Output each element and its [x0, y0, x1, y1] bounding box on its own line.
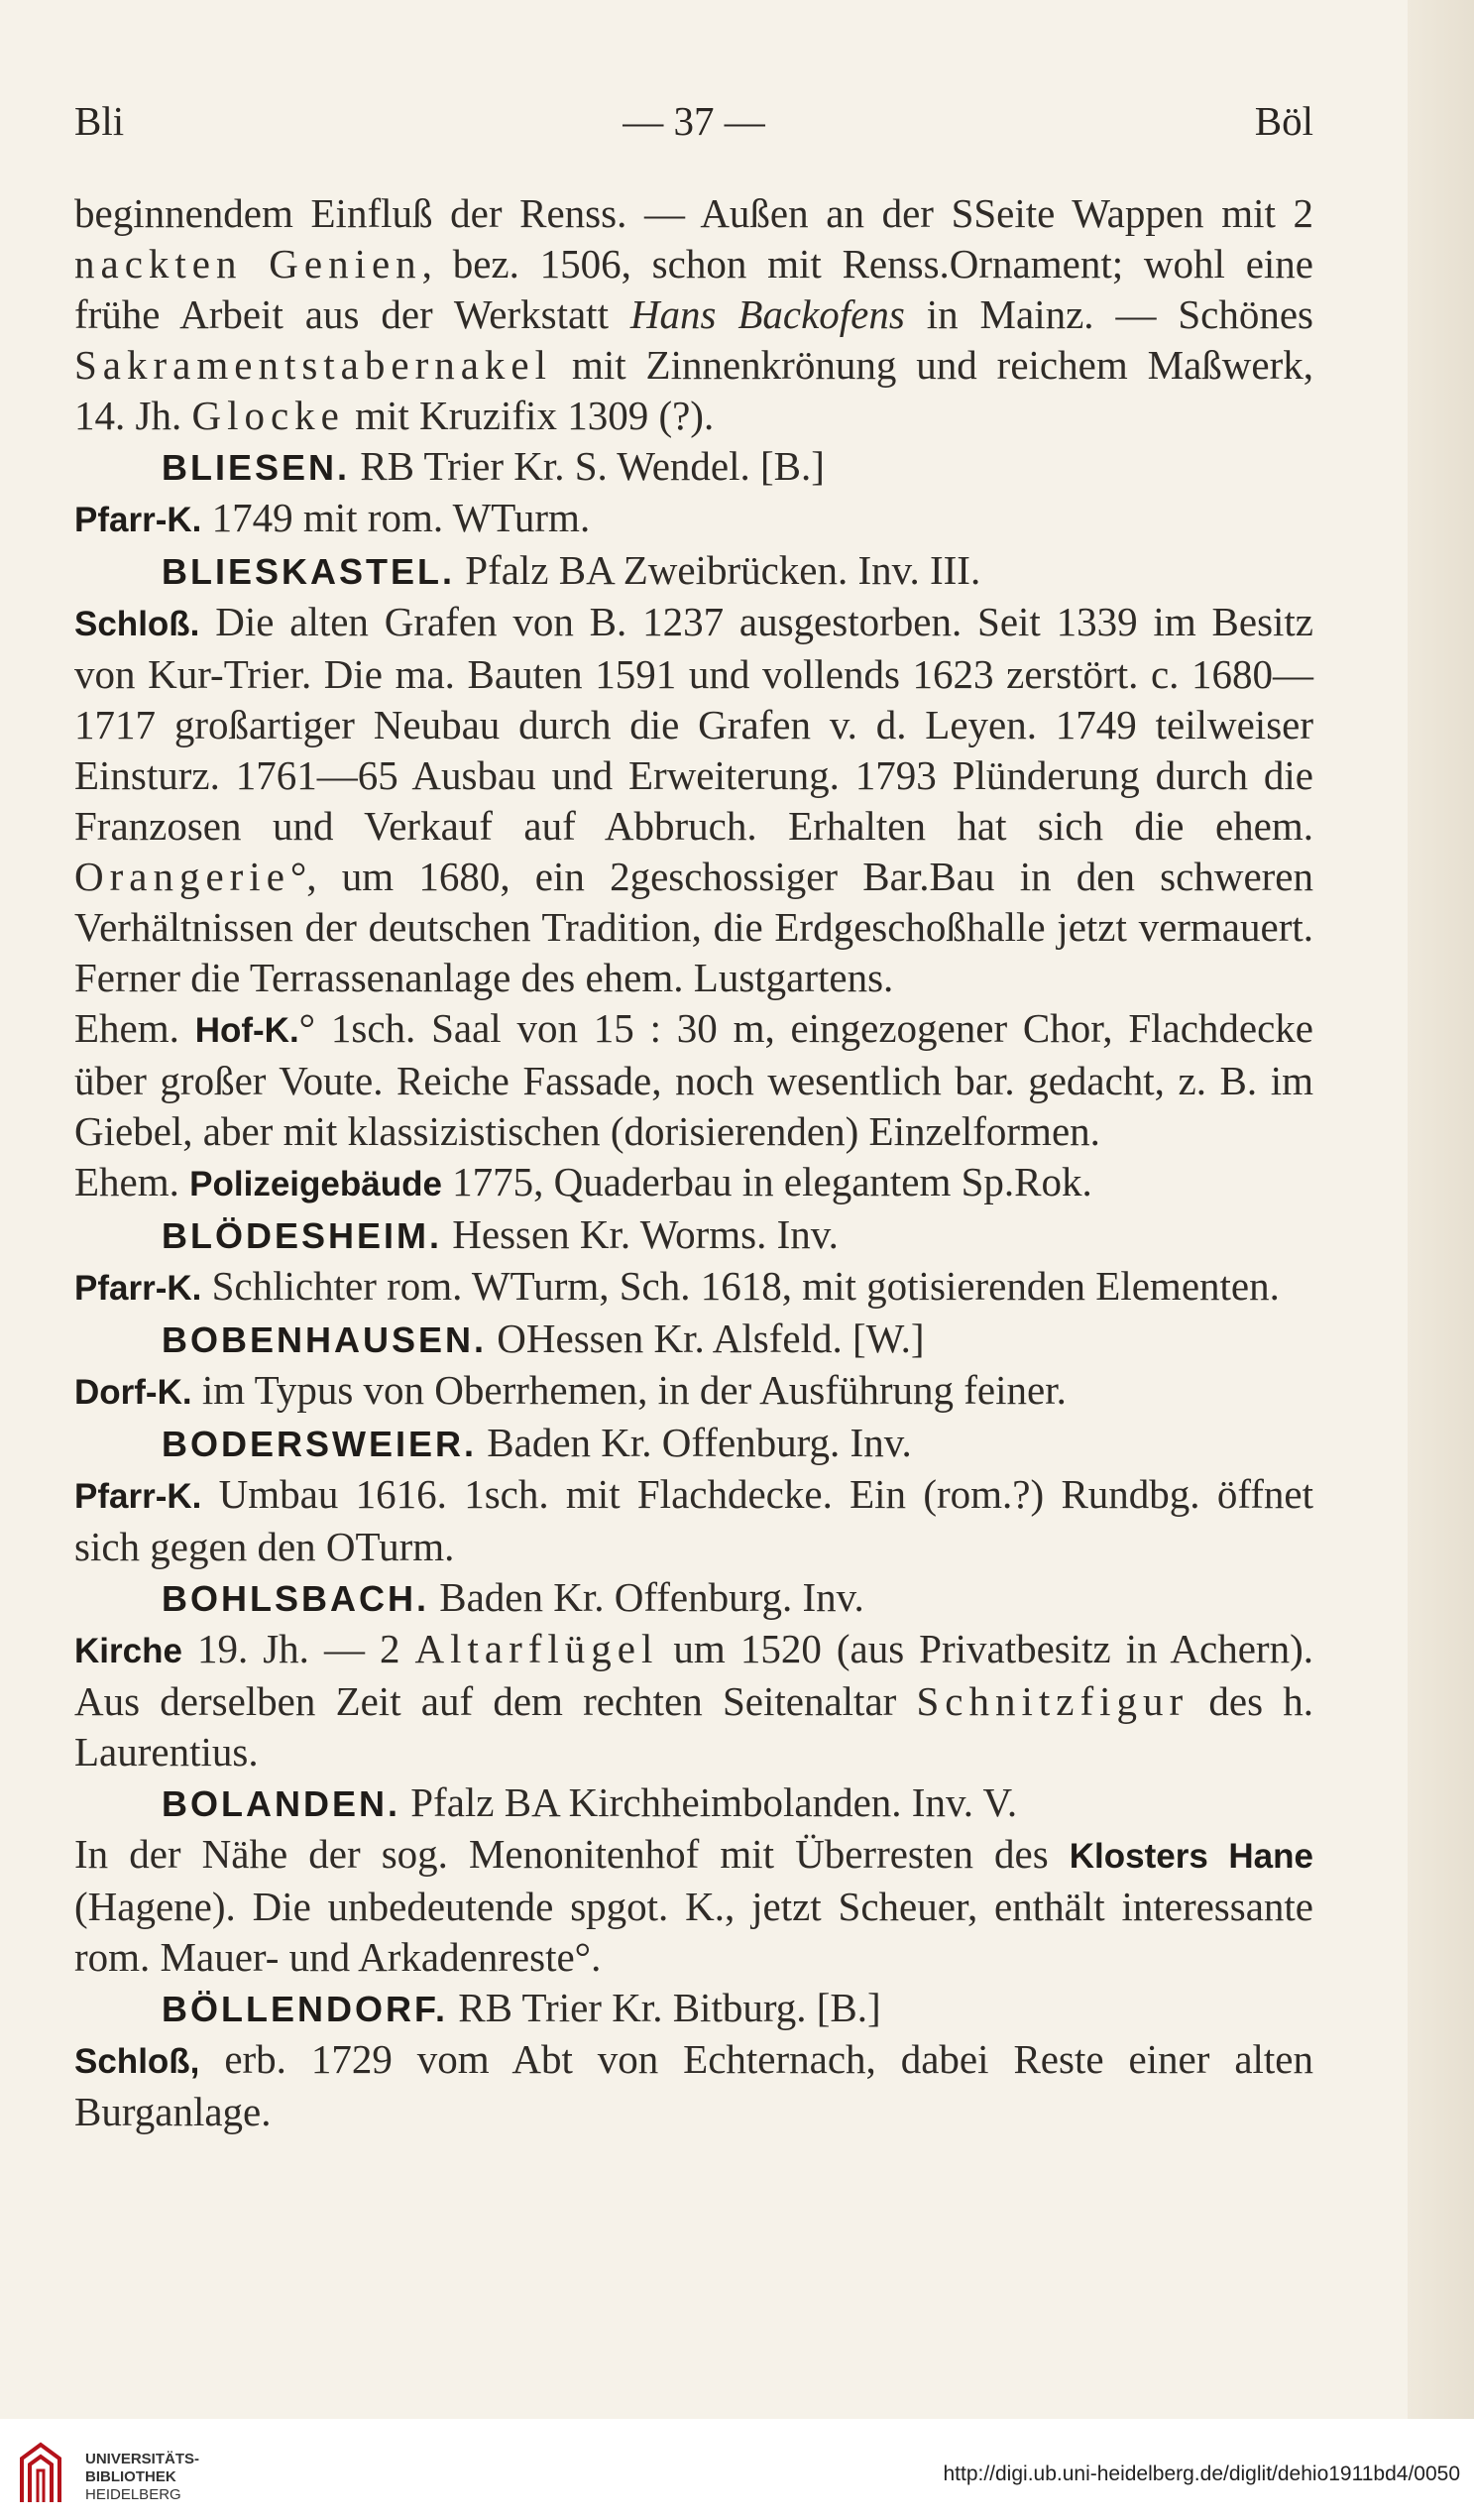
entry-heading-bohlsbach: BOHLSBACH. Baden Kr. Offenburg. Inv.: [162, 1574, 864, 1620]
entry-heading-blieskastel: BLIESKASTEL. Pfalz BA Zweibrücken. Inv. III.: [162, 547, 981, 593]
entry-heading-bliesen: BLIESEN. RB Trier Kr. S. Wendel. [B.]: [162, 443, 825, 489]
facing-page-bleed: [1408, 0, 1474, 2419]
entry-heading-bodersweier: BODERSWEIER. Baden Kr. Offenburg. Inv.: [162, 1420, 912, 1465]
footer-bar: [0, 2419, 1474, 2520]
entry-heading-bobenhausen: BOBENHAUSEN. OHessen Kr. Alsfeld. [W.]: [162, 1316, 925, 1361]
entry-text-blieskastel-polizei: Ehem. Polizeigebäude 1775, Quaderbau in elegantem Sp.Rok.: [74, 1159, 1092, 1204]
library-name-line-3: HEIDELBERG: [85, 2486, 181, 2503]
entry-text-bodersweier: Pfarr-K. Umbau 1616. 1sch. mit Flachdecke. Ein (rom.?) Rundbg. öffnet sich gegen den OTurm.: [74, 1471, 1313, 1569]
library-name: [85, 2451, 199, 2504]
intro-paragraph: beginnendem Einfluß der Renss. — Außen an der SSeite Wappen mit 2 nackten Genien, bez. 1506, schon mit Renss.Ornament; wohl eine frühe Arbeit aus der Werkstatt Hans Backofens in Mainz. — Schönes Sakramentstabernakel mit Zinnenkrönung und reichem Maßwerk, 14. Jh. Glocke mit Kruzifix 1309 (?).: [74, 190, 1313, 438]
entry-text-bloedesheim: Pfarr-K. Schlichter rom. WTurm, Sch. 1618, mit gotisierenden Elementen.: [74, 1263, 1280, 1309]
entry-text-bolanden: In der Nähe der sog. Menonitenhof mit Überresten des Klosters Hane (Hagene). Die unbedeutende spgot. K., jetzt Scheuer, enthält interessante rom. Mauer- und Arkadenreste°.: [74, 1831, 1313, 1980]
library-name-line-1: UNIVERSITÄTS-: [85, 2451, 200, 2467]
entry-text-bliesen: Pfarr-K. 1749 mit rom. WTurm.: [74, 495, 591, 540]
university-library-logo-icon: [14, 2439, 67, 2506]
entry-text-bobenhausen: Dorf-K. im Typus von Oberrhemen, in der Ausführung feiner.: [74, 1367, 1067, 1413]
body-text: [74, 188, 1313, 2137]
entry-text-blieskastel-schloss: Schloß. Die alten Grafen von B. 1237 ausgestorben. Seit 1339 im Besitz von Kur-Trier. Die ma. Bauten 1591 und vollends 1623 zerstört. c. 1680—1717 großartiger Neubau durch die Grafen v. d. Leyen. 1749 teilweiser Einsturz. 1761—65 Ausbau und Erweiterung. 1793 Plünderung durch die Franzosen und Verkauf auf Abbruch. Erhalten hat sich die ehem. Orangerie°, um 1680, ein 2geschossiger Bar.Bau in den schweren Verhältnissen der deutschen Tradition, die Erdgeschoßhalle jetzt vermauert. Ferner die Terrassenanlage des ehem. Lustgartens.: [74, 599, 1313, 1000]
header-right: Böl: [1254, 98, 1313, 144]
entry-heading-bloedesheim: BLÖDESHEIM. Hessen Kr. Worms. Inv.: [162, 1211, 839, 1257]
entry-heading-boellendorf: BÖLLENDORF. RB Trier Kr. Bitburg. [B.]: [162, 1985, 881, 2030]
entry-text-boellendorf: Schloß, erb. 1729 vom Abt von Echternach, dabei Reste einer alten Burganlage.: [74, 2036, 1313, 2134]
source-url-link[interactable]: http://digi.ub.uni-heidelberg.de/diglit/dehio1911bd4/0050: [943, 2463, 1460, 2485]
entry-text-bohlsbach: Kirche 19. Jh. — 2 Altarflügel um 1520 (aus Privatbesitz in Achern). Aus derselben Zeit auf dem rechten Seitenaltar Schnitzfigur des h. Laurentius.: [74, 1626, 1313, 1775]
entry-text-blieskastel-hofk: Ehem. Hof-K.° 1sch. Saal von 15 : 30 m, eingezogener Chor, Flachdecke über großer Voute. Reiche Fassade, noch wesentlich bar. gedacht, z. B. im Giebel, aber mit klassizistischen (dorisierenden) Einzelformen.: [74, 1005, 1313, 1154]
running-header: [74, 97, 1313, 157]
entry-heading-bolanden: BOLANDEN. Pfalz BA Kirchheimbolanden. Inv. V.: [162, 1779, 1018, 1825]
library-name-line-2: BIBLIOTHEK: [85, 2468, 176, 2485]
header-left: Bli: [74, 98, 125, 144]
page-number: — 37 —: [623, 98, 765, 144]
